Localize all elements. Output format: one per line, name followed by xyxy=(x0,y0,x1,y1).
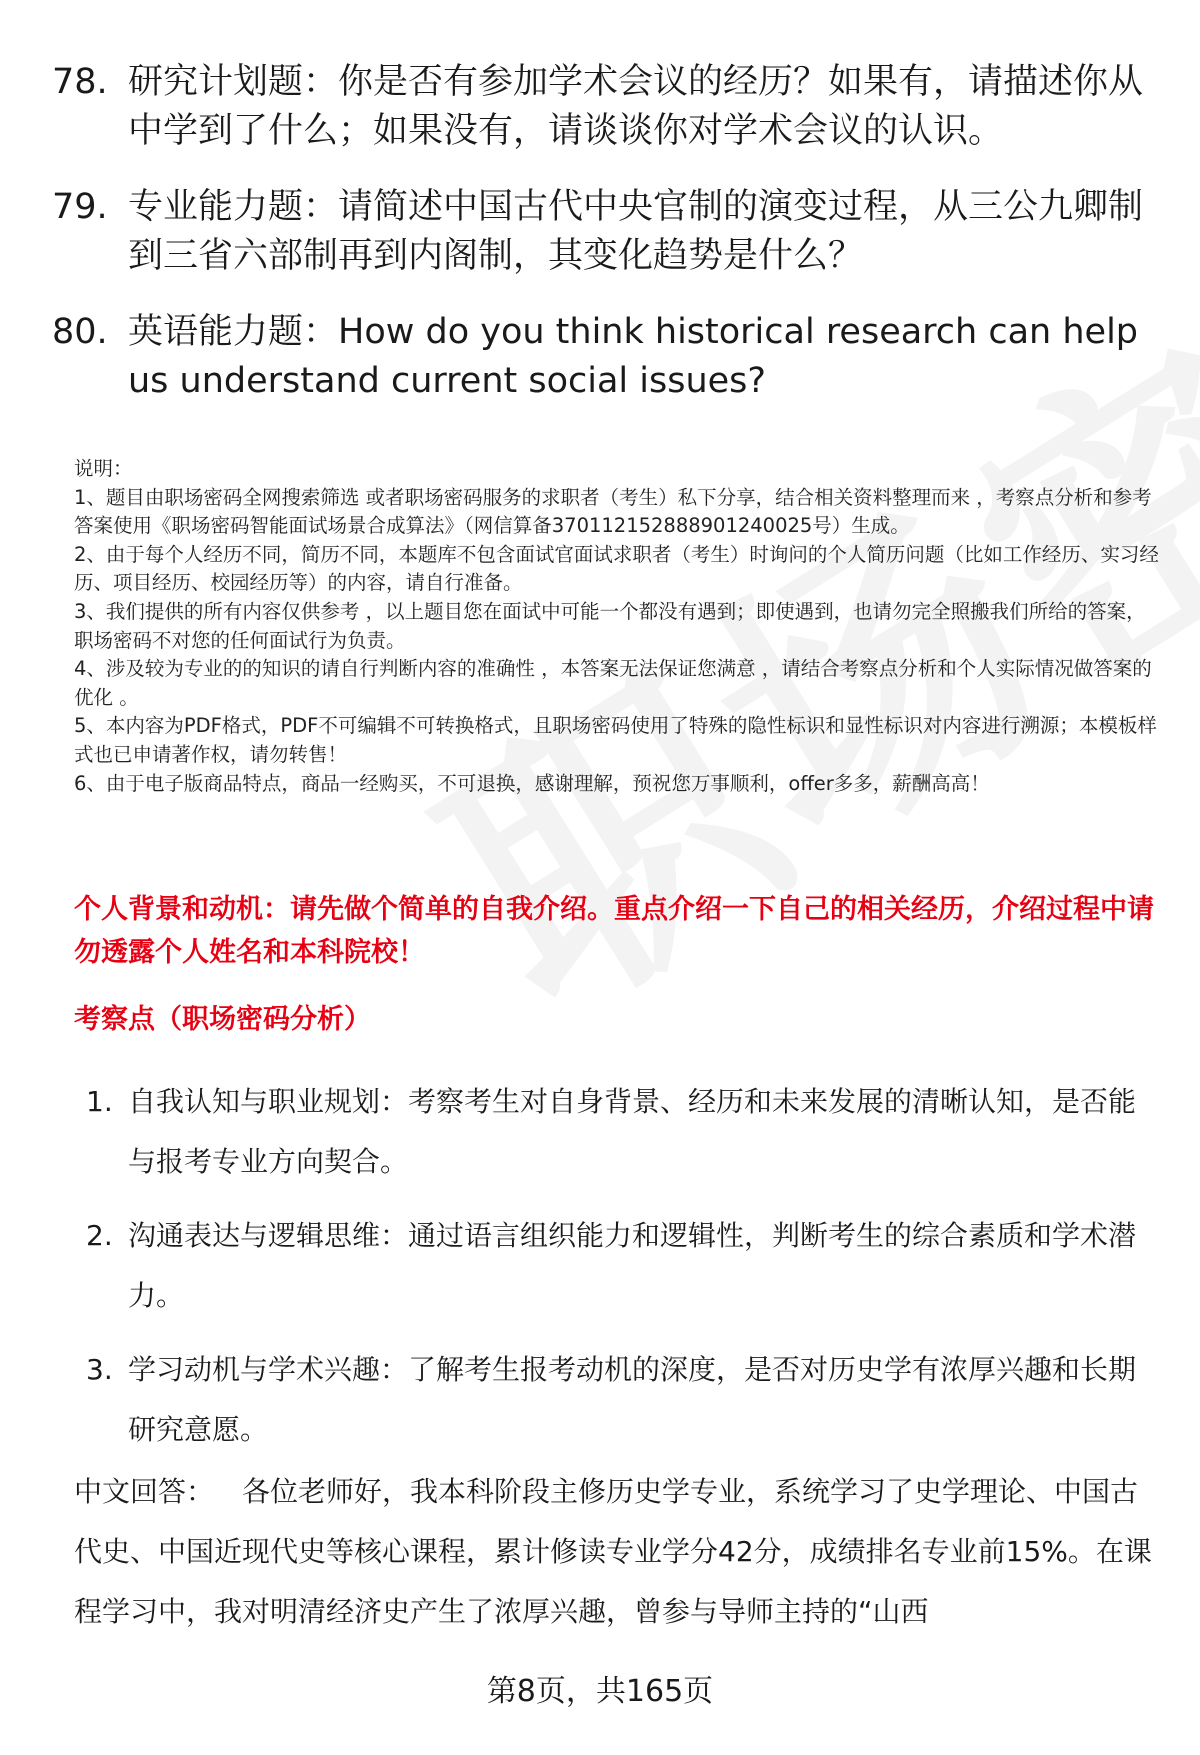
note-item: 1、题目由职场密码全网搜索筛选 或者职场密码服务的求职者（考生）私下分享，结合相关资料整理而来 ，考察点分析和参考答案使用《职场密码智能面试场景合成算法》（网信算备370112152888901240025号）生成。 xyxy=(74,485,1152,538)
notes-title: 说明： xyxy=(74,457,133,480)
question-text: 研究计划题：你是否有参加学术会议的经历？如果有，请描述你从中学到了什么；如果没有，请谈谈你对学术会议的认识。 xyxy=(128,62,1144,151)
featured-question: 个人背景和动机：请先做个简单的自我介绍。重点介绍一下自己的相关经历，介绍过程中请勿透露个人姓名和本科院校！ xyxy=(74,894,1154,968)
point-number: 3. xyxy=(86,1353,113,1386)
question-number: 79. xyxy=(52,187,108,227)
answer-paragraph xyxy=(74,1462,1159,1642)
question-item xyxy=(0,183,1200,281)
question-text: 英语能力题：How do you think historical research can help us understand current social issues? xyxy=(128,312,1139,401)
note-item: 5、本内容为PDF格式，PDF不可编辑不可转换格式，且职场密码使用了特殊的隐性标识和显性标识对内容进行溯源；本模板样式也已申请著作权，请勿转售！ xyxy=(74,714,1157,766)
point-text: 沟通表达与逻辑思维：通过语言组织能力和逻辑性，判断考生的综合素质和学术潜力。 xyxy=(128,1219,1137,1312)
notes-section xyxy=(74,455,1159,798)
page-footer: 第8页，共165页 xyxy=(486,1674,714,1709)
question-number: 78. xyxy=(52,62,108,102)
answer-text: 各位老师好，我本科阶段主修历史学专业，系统学习了史学理论、中国古代史、中国近现代史等核心课程，累计修读专业学分42分，成绩排名专业前15%。在课程学习中，我对明清经济史产生了浓厚兴趣，曾参与导师主持的“山西 xyxy=(74,1475,1152,1628)
question-text: 专业能力题：请简述中国古代中央官制的演变过程，从三公九卿制到三省六部制再到内阁制，其变化趋势是什么？ xyxy=(128,187,1144,276)
point-text: 自我认知与职业规划：考察考生对自身背景、经历和未来发展的清晰认知，是否能与报考专业方向契合。 xyxy=(128,1085,1137,1178)
analysis-point xyxy=(0,1340,1200,1460)
note-item: 6、由于电子版商品特点，商品一经购买，不可退换，感谢理解，预祝您万事顺利，offer多多，薪酬高高！ xyxy=(74,771,990,795)
question-item xyxy=(0,308,1200,406)
analysis-point xyxy=(0,1206,1200,1326)
answer-label: 中文回答： xyxy=(74,1475,215,1508)
analysis-point xyxy=(0,1072,1200,1192)
question-list xyxy=(0,58,1200,433)
point-text: 学习动机与学术兴趣：了解考生报考动机的深度，是否对历史学有浓厚兴趣和长期研究意愿。 xyxy=(128,1353,1137,1446)
analysis-points xyxy=(0,1072,1200,1474)
note-item: 3、我们提供的所有内容仅供参考 ，以上题目您在面试中可能一个都没有遇到；即使遇到，也请勿完全照搬我们所给的答案，职场密码不对您的任何面试行为负责。 xyxy=(74,599,1146,652)
analysis-heading: 考察点（职场密码分析） xyxy=(74,1004,371,1035)
question-item xyxy=(0,58,1200,156)
point-number: 2. xyxy=(86,1219,113,1252)
note-item: 2、由于每个人经历不同，简历不同，本题库不包含面试官面试求职者（考生）时询问的个人简历问题（比如工作经历、实习经历、项目经历、校园经历等）的内容，请自行准备。 xyxy=(74,542,1159,595)
note-item: 4、涉及较为专业的的知识的请自行判断内容的准确性 ，本答案无法保证您满意 ，请结合考察点分析和个人实际情况做答案的优化 。 xyxy=(74,657,1152,709)
question-number: 80. xyxy=(52,312,108,352)
point-number: 1. xyxy=(86,1085,113,1118)
